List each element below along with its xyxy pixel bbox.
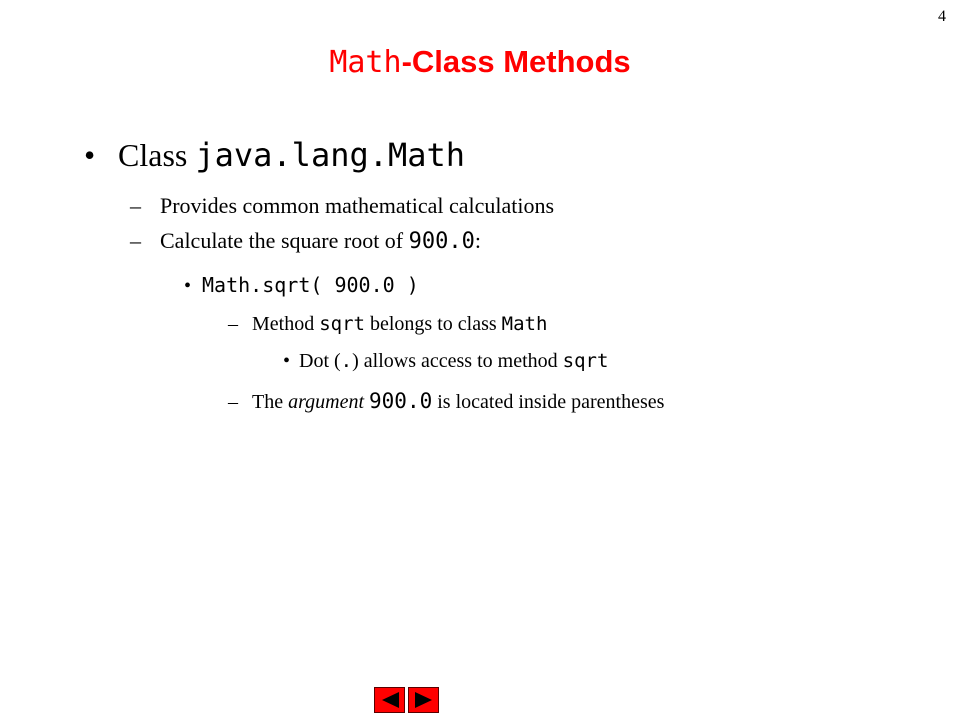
text-part-2: is located inside parentheses	[432, 391, 665, 413]
bullet-marker: •	[283, 350, 291, 372]
dash-marker: –	[228, 313, 238, 335]
bullet-dot-access	[283, 350, 608, 373]
triangle-left-icon	[379, 690, 401, 710]
title-code: Math	[329, 45, 402, 80]
dash-marker: –	[130, 228, 141, 253]
text-part: Method	[252, 313, 320, 335]
code-part-2: Math	[501, 313, 548, 335]
code-part: 900.0	[369, 389, 433, 413]
subbullet-suffix: :	[474, 228, 481, 253]
subbullet-method-sqrt	[228, 313, 547, 336]
bullet-marker: •	[184, 275, 192, 297]
subbullet-calculate	[130, 228, 481, 254]
triangle-right-icon	[413, 690, 435, 710]
bullet-code: java.lang.Math	[195, 136, 466, 174]
subbullet-argument	[228, 389, 664, 414]
bullet-class-java-lang-math	[84, 136, 465, 174]
text-part-2: ) allows access to method	[352, 350, 563, 372]
code-part-2: sqrt	[562, 350, 609, 372]
subbullet-text: Provides common mathematical calculations	[160, 193, 555, 218]
code-part: sqrt	[319, 313, 365, 335]
text-part-2: belongs to class	[364, 313, 502, 335]
bullet-marker: •	[84, 137, 96, 173]
text-part: The	[252, 391, 289, 413]
italic-part: argument	[288, 391, 365, 413]
dash-marker: –	[228, 391, 238, 413]
subbullet-text: Calculate the square root of	[160, 228, 409, 253]
previous-slide-button[interactable]	[374, 687, 405, 713]
code-bullet-math-sqrt	[184, 273, 419, 298]
subbullet-provides	[130, 193, 554, 219]
title-text: -Class Methods	[401, 44, 631, 79]
text-part: Dot (	[299, 350, 341, 372]
bullet-text: Class	[118, 137, 196, 173]
code-example: Math.sqrt( 900.0 )	[202, 273, 419, 297]
subbullet-code: 900.0	[408, 229, 475, 254]
slide-navigation	[374, 687, 439, 713]
dash-marker: –	[130, 193, 141, 218]
slide-title	[0, 44, 960, 80]
slide-number: 4	[938, 8, 946, 25]
code-part: .	[340, 350, 353, 372]
next-slide-button[interactable]	[408, 687, 439, 713]
